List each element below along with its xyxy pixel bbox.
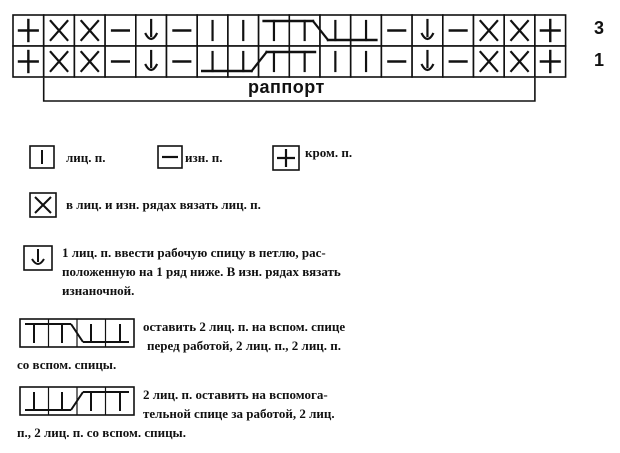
row-number-3: 3 [594,18,605,38]
cable-back-symbol-icon [19,386,135,416]
purl-symbol-icon [157,145,183,169]
stitch-cross-cell [74,46,105,77]
stitch-edge-cell [535,15,566,46]
stitch-cross-cell [504,15,535,46]
stitch-knit-below-cell [136,46,167,77]
knit-below-text-line1: 1 лиц. п. ввести рабочую спицу в петлю, рас- [62,245,326,260]
stitch-knit-cell [228,15,259,46]
stitch-knit-below-cell [412,46,443,77]
cable-back-legend-text [17,385,335,442]
knit-symbol-icon [29,145,55,169]
stitch-knit-cell [351,46,382,77]
chart-row-3 [13,15,566,46]
stitch-cross-cell [474,15,505,46]
stitch-purl-cell [167,15,198,46]
stitch-knit-below-cell [136,15,167,46]
cable-front-text-line1: оставить 2 лиц. п. на вспом. спице [143,319,346,334]
knit-below-text-line3: изнаночной. [62,283,135,298]
stitch-cross-cell [504,46,535,77]
cable-front-legend-text [17,317,346,374]
stitch-cross-cell [44,15,75,46]
row-number-1: 1 [594,50,605,70]
stitch-cross-cell [44,46,75,77]
stitch-purl-cell [381,46,412,77]
stitch-purl-cell [167,46,198,77]
cable-front-text-line2: перед работой, 2 лиц. п., 2 лиц. п. [147,338,342,353]
cable-back-text-line2: тельной спице за работой, 2 лиц. [143,406,335,421]
stitch-purl-cell [443,46,474,77]
cable-front-symbol-icon [19,318,135,348]
knit-legend-label: лиц. п. [66,150,106,165]
cable-front-text-line3: со вспом. спицы. [17,357,117,372]
edge-stitch-symbol-icon [272,145,300,171]
rapport-label: раппорт [248,77,325,97]
stitch-cross-cell [474,46,505,77]
stitch-purl-cell [105,15,136,46]
knit-below-text-line2: положенную на 1 ряд ниже. В изн. рядах вязать [62,264,341,279]
stitch-knit-cell [197,15,228,46]
stitch-edge-cell [13,46,44,77]
knit-below-legend-text [62,243,341,300]
chart-grid [0,0,620,120]
stitch-edge-cell [13,15,44,46]
stitch-edge-cell [535,46,566,77]
cable-back-text-line3: п., 2 лиц. п. со вспом. спицы. [17,425,186,440]
purl-legend-label: изн. п. [185,150,223,165]
cross-stitch-legend-label: в лиц. и изн. рядах вязать лиц. п. [66,197,261,212]
cross-stitch-symbol-icon [29,192,57,218]
stitch-cross-cell [74,15,105,46]
stitch-knit-cell [320,46,351,77]
stitch-purl-cell [443,15,474,46]
chart-row-1 [13,46,566,77]
legend [0,130,620,453]
edge-stitch-legend-label: кром. п. [305,145,353,160]
knit-below-symbol-icon [23,245,53,271]
stitch-purl-cell [381,15,412,46]
stitch-purl-cell [105,46,136,77]
cable-back-text-line1: 2 лиц. п. оставить на вспомога- [143,387,328,402]
knitting-chart [0,0,620,120]
stitch-knit-below-cell [412,15,443,46]
